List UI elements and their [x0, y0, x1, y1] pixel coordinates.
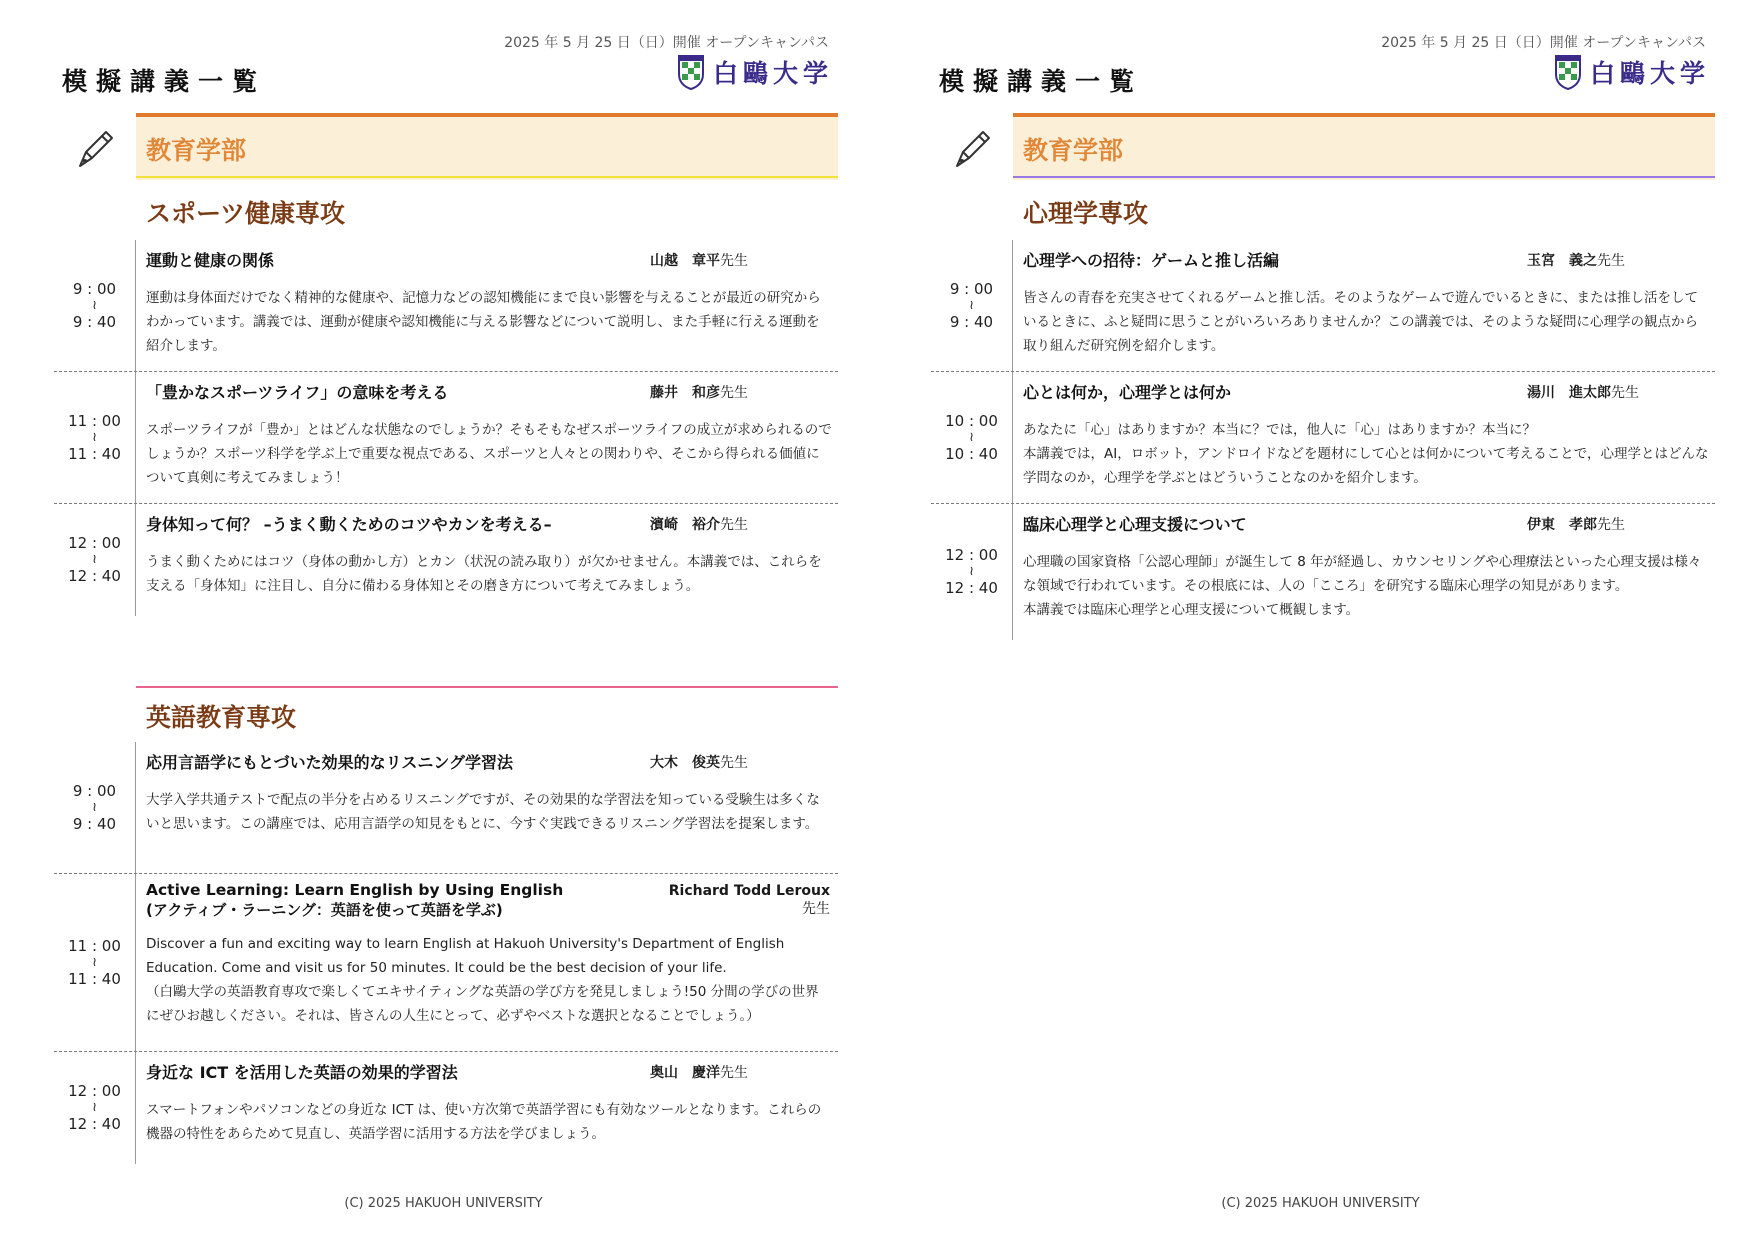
time-slot: [931, 372, 1013, 503]
time-separator: ≀: [92, 429, 97, 445]
lecture-subtitle: (アクティブ・ラーニング：英語を使って英語を学ぶ): [146, 901, 503, 919]
lecture-description: Discover a fun and exciting way to learn English at Hakuoh University's Department of English Education. Come and visit us for 50 minutes. It could be the best decision of your life.: [146, 936, 785, 976]
lecture-table: [931, 240, 1715, 640]
end-time: 9 : 40: [72, 814, 117, 833]
university-crest-icon: [677, 54, 705, 90]
lecture-title: 「豊かなスポーツライフ」の意味を考える: [146, 383, 449, 402]
lecture-description: 運動は身体面だけでなく精神的な健康や、記憶力などの認知機能にまで良い影響を与えることが最近の研究からわかっています。講義では、運動が健康や認知機能に与える影響などについて説明し、また手軽に行える運動を紹介します。: [146, 290, 821, 354]
faculty-name: 教育学部: [1023, 136, 1124, 165]
lecture-description-ja: （白鷗大学の英語教育専攻で楽しくてエキサイティングな英語の学び方を発見しましょう!50 分間の学びの世界にぜひお越しください。それは、皆さんの人生にとって、必ずやベストな選択となることでしょう。）: [146, 984, 819, 1024]
time-separator: ≀: [969, 564, 974, 579]
lecture-table: [54, 742, 838, 1164]
lecturer: [650, 382, 748, 404]
lecturer-honorific: 先生: [720, 755, 748, 771]
start-time: 12 : 00: [945, 546, 998, 564]
end-time: 11 : 40: [68, 969, 121, 988]
major-rule: [1013, 176, 1715, 178]
lecture-row: [54, 372, 838, 504]
lecturer: [1527, 514, 1625, 536]
time-slot: [931, 240, 1013, 371]
time-separator: ≀: [92, 552, 97, 567]
lecture-description: うまく動くためにはコツ（身体の動かし方）とカン（状況の読み取り）が欠かせません。本講義では、これらを支える「身体知」に注目し、自分に備わる身体知とその磨き方について考えてみましょう。: [146, 554, 822, 594]
lecture-row: [54, 504, 838, 616]
time-slot: [54, 504, 136, 616]
lecture-description-cont: 本講義では臨床心理学と心理支援について概観します。: [1023, 602, 1360, 618]
lecture-description: あなたに「心」はありますか？本当に？では，他人に「心」はありますか？本当に？: [1023, 422, 1536, 438]
lecture-description: スポーツライフが「豊か」とはどんな状態なのでしょうか？そもそもなぜスポーツライフの成立が求められるのでしょうか？スポーツ科学を学ぶ上で重要な視点である、スポーツと人々との関わりや、そこから得られる価値について真剣に考えてみましょう！: [146, 422, 832, 486]
lecturer: [650, 1062, 748, 1084]
major-rule: [136, 176, 838, 178]
major-name: 心理学専攻: [1023, 199, 1149, 228]
lecture-row: [931, 372, 1715, 504]
lecturer-name: 伊東 孝郎: [1527, 517, 1597, 533]
lecturer-honorific: 先生: [1611, 385, 1639, 401]
lecture-title: 運動と健康の関係: [146, 251, 275, 270]
start-time: 12 : 00: [68, 1082, 121, 1100]
major-name: スポーツ健康専攻: [146, 199, 346, 228]
time-separator: ≀: [92, 954, 97, 970]
major-rule: [136, 686, 838, 688]
lecture-description-cont: 本講義では，AI，ロボット，アンドロイドなどを題材にして心とは何かについて考えることで，心理学とはどんな学問なのか，心理学を学ぶとはどういうことなのかを紹介します。: [1023, 446, 1709, 486]
lecture-title: 臨床心理学と心理支援について: [1023, 515, 1247, 534]
time-slot: [54, 372, 136, 503]
lecture-description: 心理職の国家資格「公認心理師」が誕生して 8 年が経過し、カウンセリングや心理療法といった心理支援は様々な領域で行われています。その根底には、人の「こころ」を研究する臨床心理学の知見があります。: [1023, 554, 1702, 594]
end-time: 9 : 40: [72, 312, 117, 331]
lecturer: [669, 882, 830, 918]
lecture-title: 身近な ICT を活用した英語の効果的学習法: [146, 1063, 458, 1082]
start-time: 11 : 00: [68, 411, 121, 430]
time-slot: [931, 504, 1013, 640]
lecturer: [650, 752, 748, 774]
lecture-description: 大学入学共通テストで配点の半分を占めるリスニングですが、その効果的な学習法を知っている受験生は多くないと思います。この講座では、応用言語学の知見をもとに、今すぐ実践できるリスニング学習法を提案します。: [146, 792, 820, 832]
university-name: 白鷗大学: [1589, 59, 1710, 88]
lecturer-name: 藤井 和彦: [650, 385, 720, 401]
copyright-footer: (C) 2025 HAKUOH UNIVERSITY: [344, 1196, 543, 1211]
end-time: 12 : 40: [945, 579, 998, 597]
lecture-title: 身体知って何？ –うまく動くためのコツやカンを考える–: [146, 515, 552, 534]
lecture-row: [54, 1052, 838, 1164]
start-time: 9 : 00: [72, 279, 117, 298]
pen-nib-icon: [72, 126, 118, 172]
lecture-description: 皆さんの青春を充実させてくれるゲームと推し活。そのようなゲームで遊んでいるときに、または推し活をしているときに、ふと疑問に思うことがいろいろありませんか？この講義では、そのような疑問に心理学の観点から取り組んだ研究例を紹介します。: [1023, 290, 1698, 354]
lecture-table: [54, 240, 838, 616]
end-time: 12 : 40: [68, 1115, 121, 1133]
time-separator: ≀: [92, 297, 97, 313]
lecturer-name: 濱崎 裕介: [650, 517, 720, 533]
time-separator: ≀: [969, 297, 974, 313]
lecturer-honorific: 先生: [720, 517, 748, 533]
page-right: [877, 0, 1754, 1240]
end-time: 11 : 40: [68, 444, 121, 463]
lecturer-name: Richard Todd Leroux: [668, 883, 830, 899]
major-name: 英語教育専攻: [146, 703, 297, 732]
time-separator: ≀: [92, 799, 97, 815]
time-slot: [54, 874, 136, 1051]
lecturer-honorific: 先生: [720, 385, 748, 401]
start-time: 9 : 00: [72, 781, 117, 800]
pen-nib-icon: [949, 126, 995, 172]
lecture-title: Active Learning: Learn English by Using English: [146, 881, 564, 899]
faculty-banner: [136, 113, 838, 180]
lecture-row: [931, 240, 1715, 372]
start-time: 10 : 00: [945, 411, 998, 430]
lecturer-name: 大木 俊英: [650, 755, 720, 771]
lecturer-name: 山越 章平: [650, 253, 720, 269]
lecturer-name: 湯川 進太郎: [1527, 385, 1611, 401]
start-time: 12 : 00: [68, 534, 121, 552]
start-time: 11 : 00: [68, 936, 121, 955]
lecturer: [1527, 250, 1625, 272]
lecturer-name: 奥山 慶洋: [650, 1065, 720, 1081]
lecturer-honorific: 先生: [1597, 253, 1625, 269]
lecturer-honorific: 先生: [1597, 517, 1625, 533]
lecture-row: [54, 742, 838, 874]
time-slot: [54, 1052, 136, 1164]
end-time: 10 : 40: [945, 444, 998, 463]
university-logo: [1554, 54, 1710, 90]
time-separator: ≀: [969, 429, 974, 445]
lecturer-honorific: 先生: [720, 1065, 748, 1081]
lecture-row: [931, 504, 1715, 640]
faculty-banner: [1013, 113, 1715, 180]
lecture-description: スマートフォンやパソコンなどの身近な ICT は、使い方次第で英語学習にも有効なツールとなります。これらの機器の特性をあらためて見直し、英語学習に活用する方法を学びましょう。: [146, 1102, 822, 1142]
lecturer: [650, 250, 748, 272]
event-date: 2025 年 5 月 25 日（日）開催 オープンキャンパス: [1381, 35, 1706, 51]
faculty-name: 教育学部: [146, 136, 247, 165]
university-crest-icon: [1554, 54, 1582, 90]
lecture-title: 応用言語学にもとづいた効果的なリスニング学習法: [146, 753, 514, 772]
document-title: 模擬講義一覧: [939, 67, 1144, 96]
lecturer-name: 玉宮 義之: [1527, 253, 1597, 269]
end-time: 12 : 40: [68, 567, 121, 585]
lecture-title: 心理学への招待：ゲームと推し活編: [1023, 251, 1280, 270]
lecturer-honorific: 先生: [802, 901, 830, 917]
start-time: 9 : 00: [949, 279, 994, 298]
lecturer-honorific: 先生: [720, 253, 748, 269]
time-slot: [54, 742, 136, 873]
time-slot: [54, 240, 136, 371]
lecture-row: [54, 240, 838, 372]
university-name: 白鷗大学: [712, 59, 833, 88]
event-date: 2025 年 5 月 25 日（日）開催 オープンキャンパス: [504, 35, 829, 51]
end-time: 9 : 40: [949, 312, 994, 331]
time-separator: ≀: [92, 1100, 97, 1115]
lecture-row: [54, 874, 838, 1052]
lecturer: [1527, 382, 1639, 404]
document-title: 模擬講義一覧: [62, 67, 267, 96]
lecture-title: 心とは何か，心理学とは何か: [1023, 383, 1232, 402]
university-logo: [677, 54, 833, 90]
lecturer: [650, 514, 748, 536]
copyright-footer: (C) 2025 HAKUOH UNIVERSITY: [1221, 1196, 1420, 1211]
